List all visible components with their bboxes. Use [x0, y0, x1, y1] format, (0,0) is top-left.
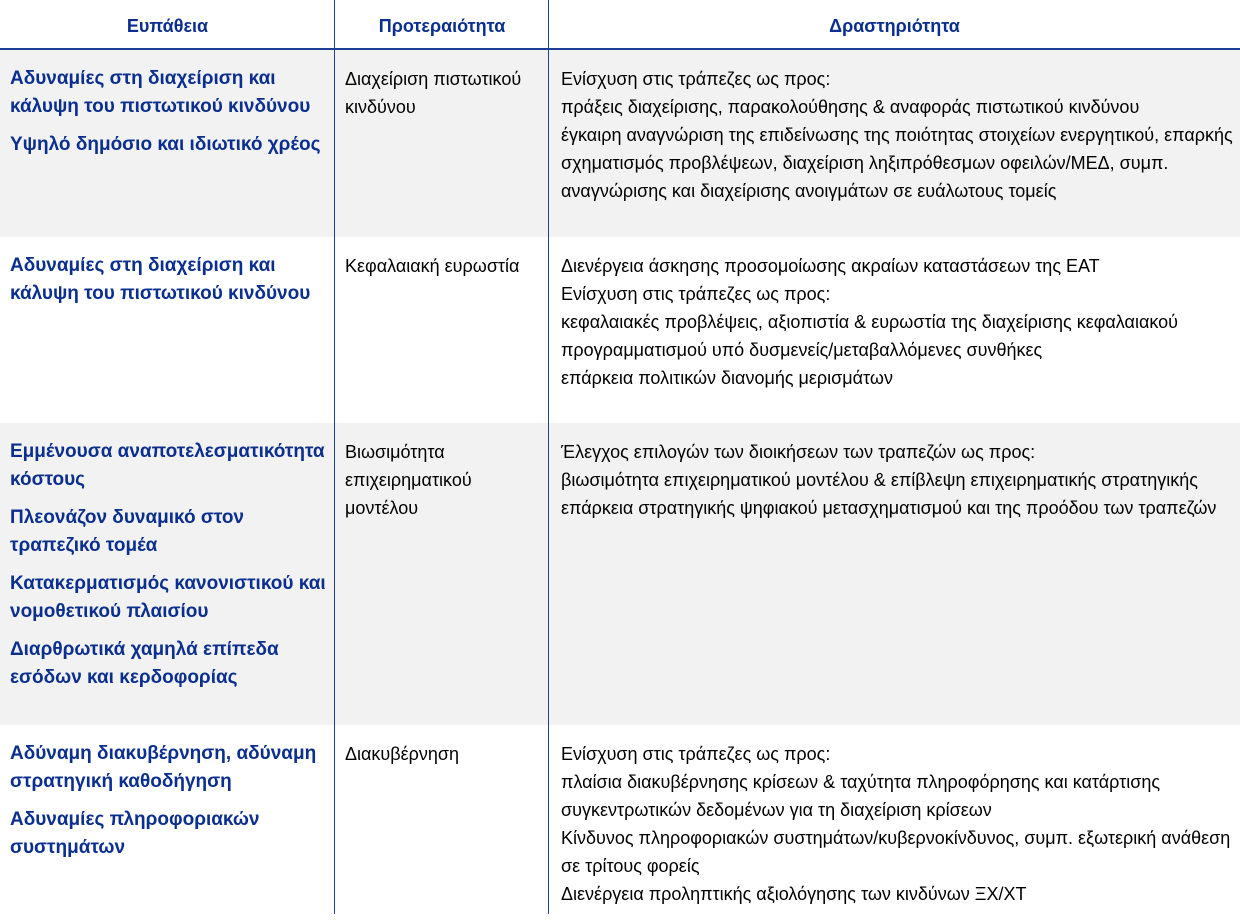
vulnerabilities-cell [10, 725, 328, 872]
activity-cell [561, 237, 1236, 392]
vulnerability-item: Υψηλό δημόσιο και ιδιωτικό χρέος [10, 134, 321, 155]
priority-cell [345, 423, 545, 522]
column-divider [548, 0, 549, 914]
activity-item: έγκαιρη αναγνώριση της επιδείνωσης της ποιότητας στοιχείων ενεργητικού, επαρκής σχηματισμός προβλέψεων, διαχείριση ληξιπρόθεσμων οφειλών/ΜΕΔ, συμπ. αναγνώρισης και διαχείρισης ανοιγμάτων σε ευάλωτους τομείς [561, 125, 1233, 201]
vulnerability-item: Αδυναμίες πληροφοριακών συστημάτων [10, 809, 260, 858]
activity-item: επάρκεια πολιτικών διανομής μερισμάτων [561, 368, 893, 388]
activity-item: Διενέργεια προληπτικής αξιολόγησης των κινδύνων ΞΧ/ΧΤ [561, 884, 1027, 904]
table-row [0, 423, 1240, 725]
table-header [0, 0, 1240, 50]
priority-cell [345, 50, 545, 121]
table-row [0, 725, 1240, 920]
priority-label: Κεφαλαιακή ευρωστία [345, 256, 520, 276]
vulnerability-item: Εμμένουσα αναποτελεσματικότητα κόστους [10, 441, 325, 490]
priority-label: Διαχείριση πιστωτικού κινδύνου [345, 69, 522, 117]
activity-item: κεφαλαιακές προβλέψεις, αξιοπιστία & ευρωστία της διαχείρισης κεφαλαιακού προγραμματισμού υπό δυσμενείς/μεταβαλλόμενες συνθήκες [561, 312, 1178, 360]
activity-item: Κίνδυνος πληροφοριακών συστημάτων/κυβερνοκίνδυνος, συμπ. εξωτερική ανάθεση σε τρίτους φορείς [561, 828, 1231, 876]
activity-item: Διενέργεια άσκησης προσομοίωσης ακραίων καταστάσεων της ΕΑΤ [561, 256, 1100, 276]
activity-item: πλαίσια διακυβέρνησης κρίσεων & ταχύτητα πληροφόρησης και κατάρτισης συγκεντρωτικών δεδομένων για τη διαχείριση κρίσεων [561, 772, 1161, 820]
table-row [0, 50, 1240, 237]
vulnerability-item: Κατακερματισμός κανονιστικού και νομοθετικού πλαισίου [10, 573, 326, 622]
header-priority: Προτεραιότητα [378, 16, 506, 36]
table-row [0, 237, 1240, 423]
activity-cell [561, 725, 1236, 908]
activity-item: Ενίσχυση στις τράπεζες ως προς: [561, 744, 831, 764]
vulnerabilities-cell [10, 237, 328, 318]
activity-cell [561, 423, 1236, 522]
priority-label: Διακυβέρνηση [345, 744, 460, 764]
activity-cell [561, 50, 1236, 205]
vulnerability-item: Πλεονάζον δυναμικό στον τραπεζικό τομέα [10, 507, 244, 556]
priority-cell [345, 237, 545, 280]
vulnerability-item: Διαρθρωτικά χαμηλά επίπεδα εσόδων και κερδοφορίας [10, 639, 279, 688]
activity-item: βιωσιμότητα επιχειρηματικού μοντέλου & επίβλεψη επιχειρηματικής στρατηγικής [561, 470, 1198, 490]
header-vulnerabilities: Ευπάθεια [126, 16, 209, 36]
activity-item: πράξεις διαχείρισης, παρακολούθησης & αναφοράς πιστωτικού κινδύνου [561, 97, 1140, 117]
vulnerabilities-cell [10, 423, 328, 702]
priority-cell [345, 725, 545, 768]
column-divider [334, 0, 335, 914]
activity-item: Ενίσχυση στις τράπεζες ως προς: [561, 284, 831, 304]
vulnerability-item: Αδυναμίες στη διαχείριση και κάλυψη του πιστωτικού κινδύνου [10, 68, 311, 117]
vulnerability-item: Αδυναμίες στη διαχείριση και κάλυψη του πιστωτικού κινδύνου [10, 255, 311, 304]
activity-item: Ενίσχυση στις τράπεζες ως προς: [561, 69, 831, 89]
activity-item: επάρκεια στρατηγικής ψηφιακού μετασχηματισμού και της προόδου των τραπεζών [561, 498, 1217, 518]
vulnerabilities-cell [10, 50, 328, 169]
vulnerability-item: Αδύναμη διακυβέρνηση, αδύναμη στρατηγική καθοδήγηση [10, 743, 317, 792]
priority-label: Βιωσιμότητα επιχειρηματικού μοντέλου [345, 442, 472, 518]
header-activity: Δραστηριότητα [829, 16, 960, 36]
activity-item: Έλεγχος επιλογών των διοικήσεων των τραπεζών ως προς: [561, 442, 1036, 462]
